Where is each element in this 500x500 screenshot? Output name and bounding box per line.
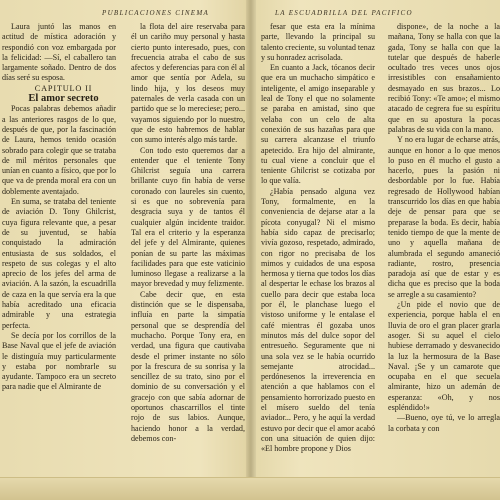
paragraph: la flota del aire reservaba para él un cariño muy personal y hasta cierto punto interesado, pues, con frecuencia atraba el cabo de sus afectos y deferencias para con él al amor que sentía por Adela, su lindo hija, y los deseos muy paternales de verla casada con un partido que se lo mereciese; pero... vayamos siguiendo por lo nuestro, que de esto habremos de hablar con sumo interés algo más tarde. (131, 22, 245, 145)
paragraph: Y no era lugar de echarse atrás, aunque en honor a lo que menos lo puso en él mucho el gusto a hacerlo, pues la pasión ni desbordable por lo fue. Había regresado de Hollywood habían transcurrido los días en que había deje de pensar para que se preparase la boda. Es decir, había tenido tiempo de que la mente de uno y aquella mañana de alumbrada el segundo amaneció radiante, rostro, presencia paradoja así que de estar y es dicha que es preciso que la boda se arregle a su casamiento? (388, 135, 500, 299)
paragraph: Pocas palabras debemos añadir a las anteriores rasgos de lo que, después de que, por la fascinación de Laura, hemos tenido ocasión sobrado para colegir que se trataba de mil méritos personales que unían en cuanto a físico, que por lo que va de prenda moral era con un doblemente aventajado. (2, 104, 116, 196)
chapter-number: CAPITULO II (34, 83, 93, 93)
paragraph: dispone», de la noche a la mañana, Tony se halla con que la gada, Tony se halla con que la tutelar que después de haberle ocultado tres veces unos ojos irresistibles con ensañamiento desmayado en sus brazos... Lo recibió Tony: «Te amo»; el mismo atacado de cegrera fue su espíritu que en su apostura la pocas palabras de su vida con la mano. (388, 22, 500, 134)
running-header-left: PUBLICACIONES CINEMA (102, 9, 210, 17)
paragraph: ¿Había pensado alguna vez Tony, formalmente, en la conveniencia de dejarse atar a la pícota conyugal? Ni el mismo había sido capaz de precisarlo; vivía gozoso, respetado, admirado, con rigor no precisaba de los mimos y cuidados de una esposa hermosa y tierna que todos los días al despertar le echase los brazos al cuello para decir que estaba loca por él, le planchase luego el vistoso uniforme y le entalase el café mientras él gozaba unos minutos más del dulce sopor del entresueño. Seguramente que ni una sola vez se le había ocurrido semejante atrocidad... perdónesenos la irreverencia en atención a que hablamos con el pensamiento horrorizado puesto en el mísero sueldo del tenía aviador... Pero, y he aquí la verdad estuvo por decir que el amor acabó con una situación de quien dijo: «El hombre propone y Dios (261, 186, 375, 454)
paragraph: Se decía por los corrillos de la Base Naval que el jefe de aviación le distinguía muy particularmente y estaba por nombrarle su ayudante. Tampoco era un secreto para nadie que el Almirante de (2, 330, 116, 392)
text-column-2 (131, 22, 245, 478)
text-column-1 (2, 22, 116, 478)
paragraph: Laura juntó las manos en actitud de mística adoración y respondió con voz embargada por la felicidad: —Sí, el caballero tan largamente soñado. Dentro de dos días seré su esposa. (2, 22, 116, 83)
paragraph: Cabe decir que, en esta distinción que se le dispensaba, influía en parte la simpatía personal que se desprendía del muchacho. Porque Tony era, en verdad, una figura que cautivaba desde el primer instante no sólo por la frescura de su sonrisa y la sencillez de su trato, sino por el dominio de su conversación y el gracejo con que sabía adornar de oportunos chascarrillos el tinte rojo de sus labios. Aunque, haciendo honor a la verdad, debemos con- (131, 289, 245, 443)
paragraph: En suma, se trataba del teniente de aviación D. Tony Ghilcrist, cuya figura relevante que, a pesar de su juventud, se había conquistado la admiración entusiasta de sus soldados, el respeto de sus colegas y el alto aprecio de los jefes del arma de aviación. A la sazón, la escuadrilla de caza en la que servía era la que había acreditado una eficacia admirable y una estrategia perfecta. (2, 197, 116, 330)
page-gutter (246, 0, 256, 500)
paragraph: Con todo esto queremos dar a entender que el teniente Tony Ghilcrist seguía una carrera brillante cuyo fin había de verse coronado con laureles sin cuento, si es que no sobrevenía para desgracia suya y de tantos él cualquier algún incidente traidor. Tal era el criterio y la esperanza del jefe y del Almirante, quienes ponían de su parte las máximas facilidades para que este vaticinio luminoso llegase a realizarse a la mayor brevedad y muy felizmente. (131, 145, 245, 289)
chapter-title: El amor secreto (28, 93, 99, 105)
paragraph: En cuanto a Jack, tócanos decir que era un muchacho simpático e inteligente, el amigo inseparable y leal de Tony el que no solamente se paraba en amistad, sino que velaba con un celo de alta conexión de sus hazañas para que su carrera alcanzase el triunfo apetecido. Era hijo del almirante, tu cual viene a concluir que el teniente Ghilcrist se cotizaba por lo que valía. (261, 63, 375, 186)
paragraph: —Bueno, oye tú, ve lo arregla la corbata y con (388, 413, 500, 433)
text-column-3 (261, 22, 375, 478)
text-column-4 (388, 22, 500, 478)
paragraph: fesar que esta era la mínima parte, llevando la principal su talento creciente, su voluntad tenaz y su honradez acrisolada. (261, 22, 375, 62)
page-bottom-edge (0, 477, 500, 500)
paragraph: ¿Un pide el novio que de experiencia, porque habla el en lluvia de oro el gran placer grarla asoger. Si su aquel el cielo hubiese derramado y desvanecido la luz la hermosura de la Base Naval. ¡Se y un camarote que ocupaba en el que secuela almirante, hizo un ademán de esperanza: «Oh, y nos espléndido!» (388, 300, 500, 412)
running-header-right: LA ESCUADRILLA DEL PACIFICO (275, 9, 413, 17)
